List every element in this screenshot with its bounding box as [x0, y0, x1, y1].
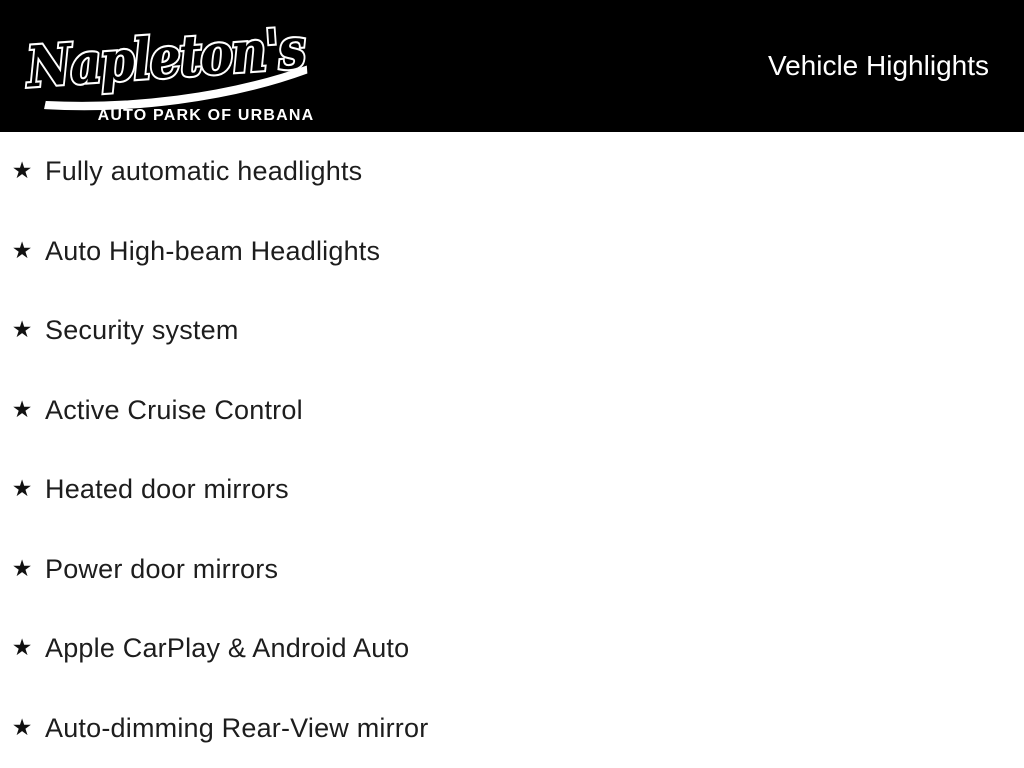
logo-brand-text: Napleton's — [24, 12, 345, 101]
highlight-label: Power door mirrors — [45, 553, 279, 584]
header-bar — [0, 0, 1024, 132]
dealer-logo — [16, 3, 345, 129]
highlight-item — [0, 132, 1024, 212]
highlight-item — [0, 212, 1024, 292]
highlight-item — [0, 291, 1024, 371]
star-icon: ★ — [11, 713, 33, 740]
napletons-logo-icon — [16, 3, 345, 129]
highlight-item — [0, 689, 1024, 768]
highlight-item — [0, 450, 1024, 530]
star-icon: ★ — [11, 634, 33, 661]
highlight-label: Auto-dimming Rear-View mirror — [45, 712, 429, 743]
highlight-label: Active Cruise Control — [45, 394, 303, 425]
star-icon: ★ — [11, 157, 33, 184]
page-title: Vehicle Highlights — [767, 50, 989, 81]
highlight-label: Apple CarPlay & Android Auto — [45, 633, 410, 664]
highlight-label: Fully automatic headlights — [45, 156, 363, 187]
highlight-label: Heated door mirrors — [45, 474, 289, 505]
star-icon: ★ — [11, 395, 33, 422]
highlight-label: Security system — [45, 315, 239, 346]
highlight-item — [0, 609, 1024, 689]
star-icon: ★ — [11, 316, 33, 343]
star-icon: ★ — [11, 554, 33, 581]
highlight-label: Auto High-beam Headlights — [45, 235, 381, 266]
highlight-item — [0, 530, 1024, 610]
star-icon: ★ — [11, 475, 33, 502]
star-icon: ★ — [11, 236, 33, 263]
highlight-item — [0, 371, 1024, 451]
logo-tagline-text: AUTO PARK OF URBANA — [97, 107, 315, 124]
highlights-list — [0, 132, 1024, 768]
